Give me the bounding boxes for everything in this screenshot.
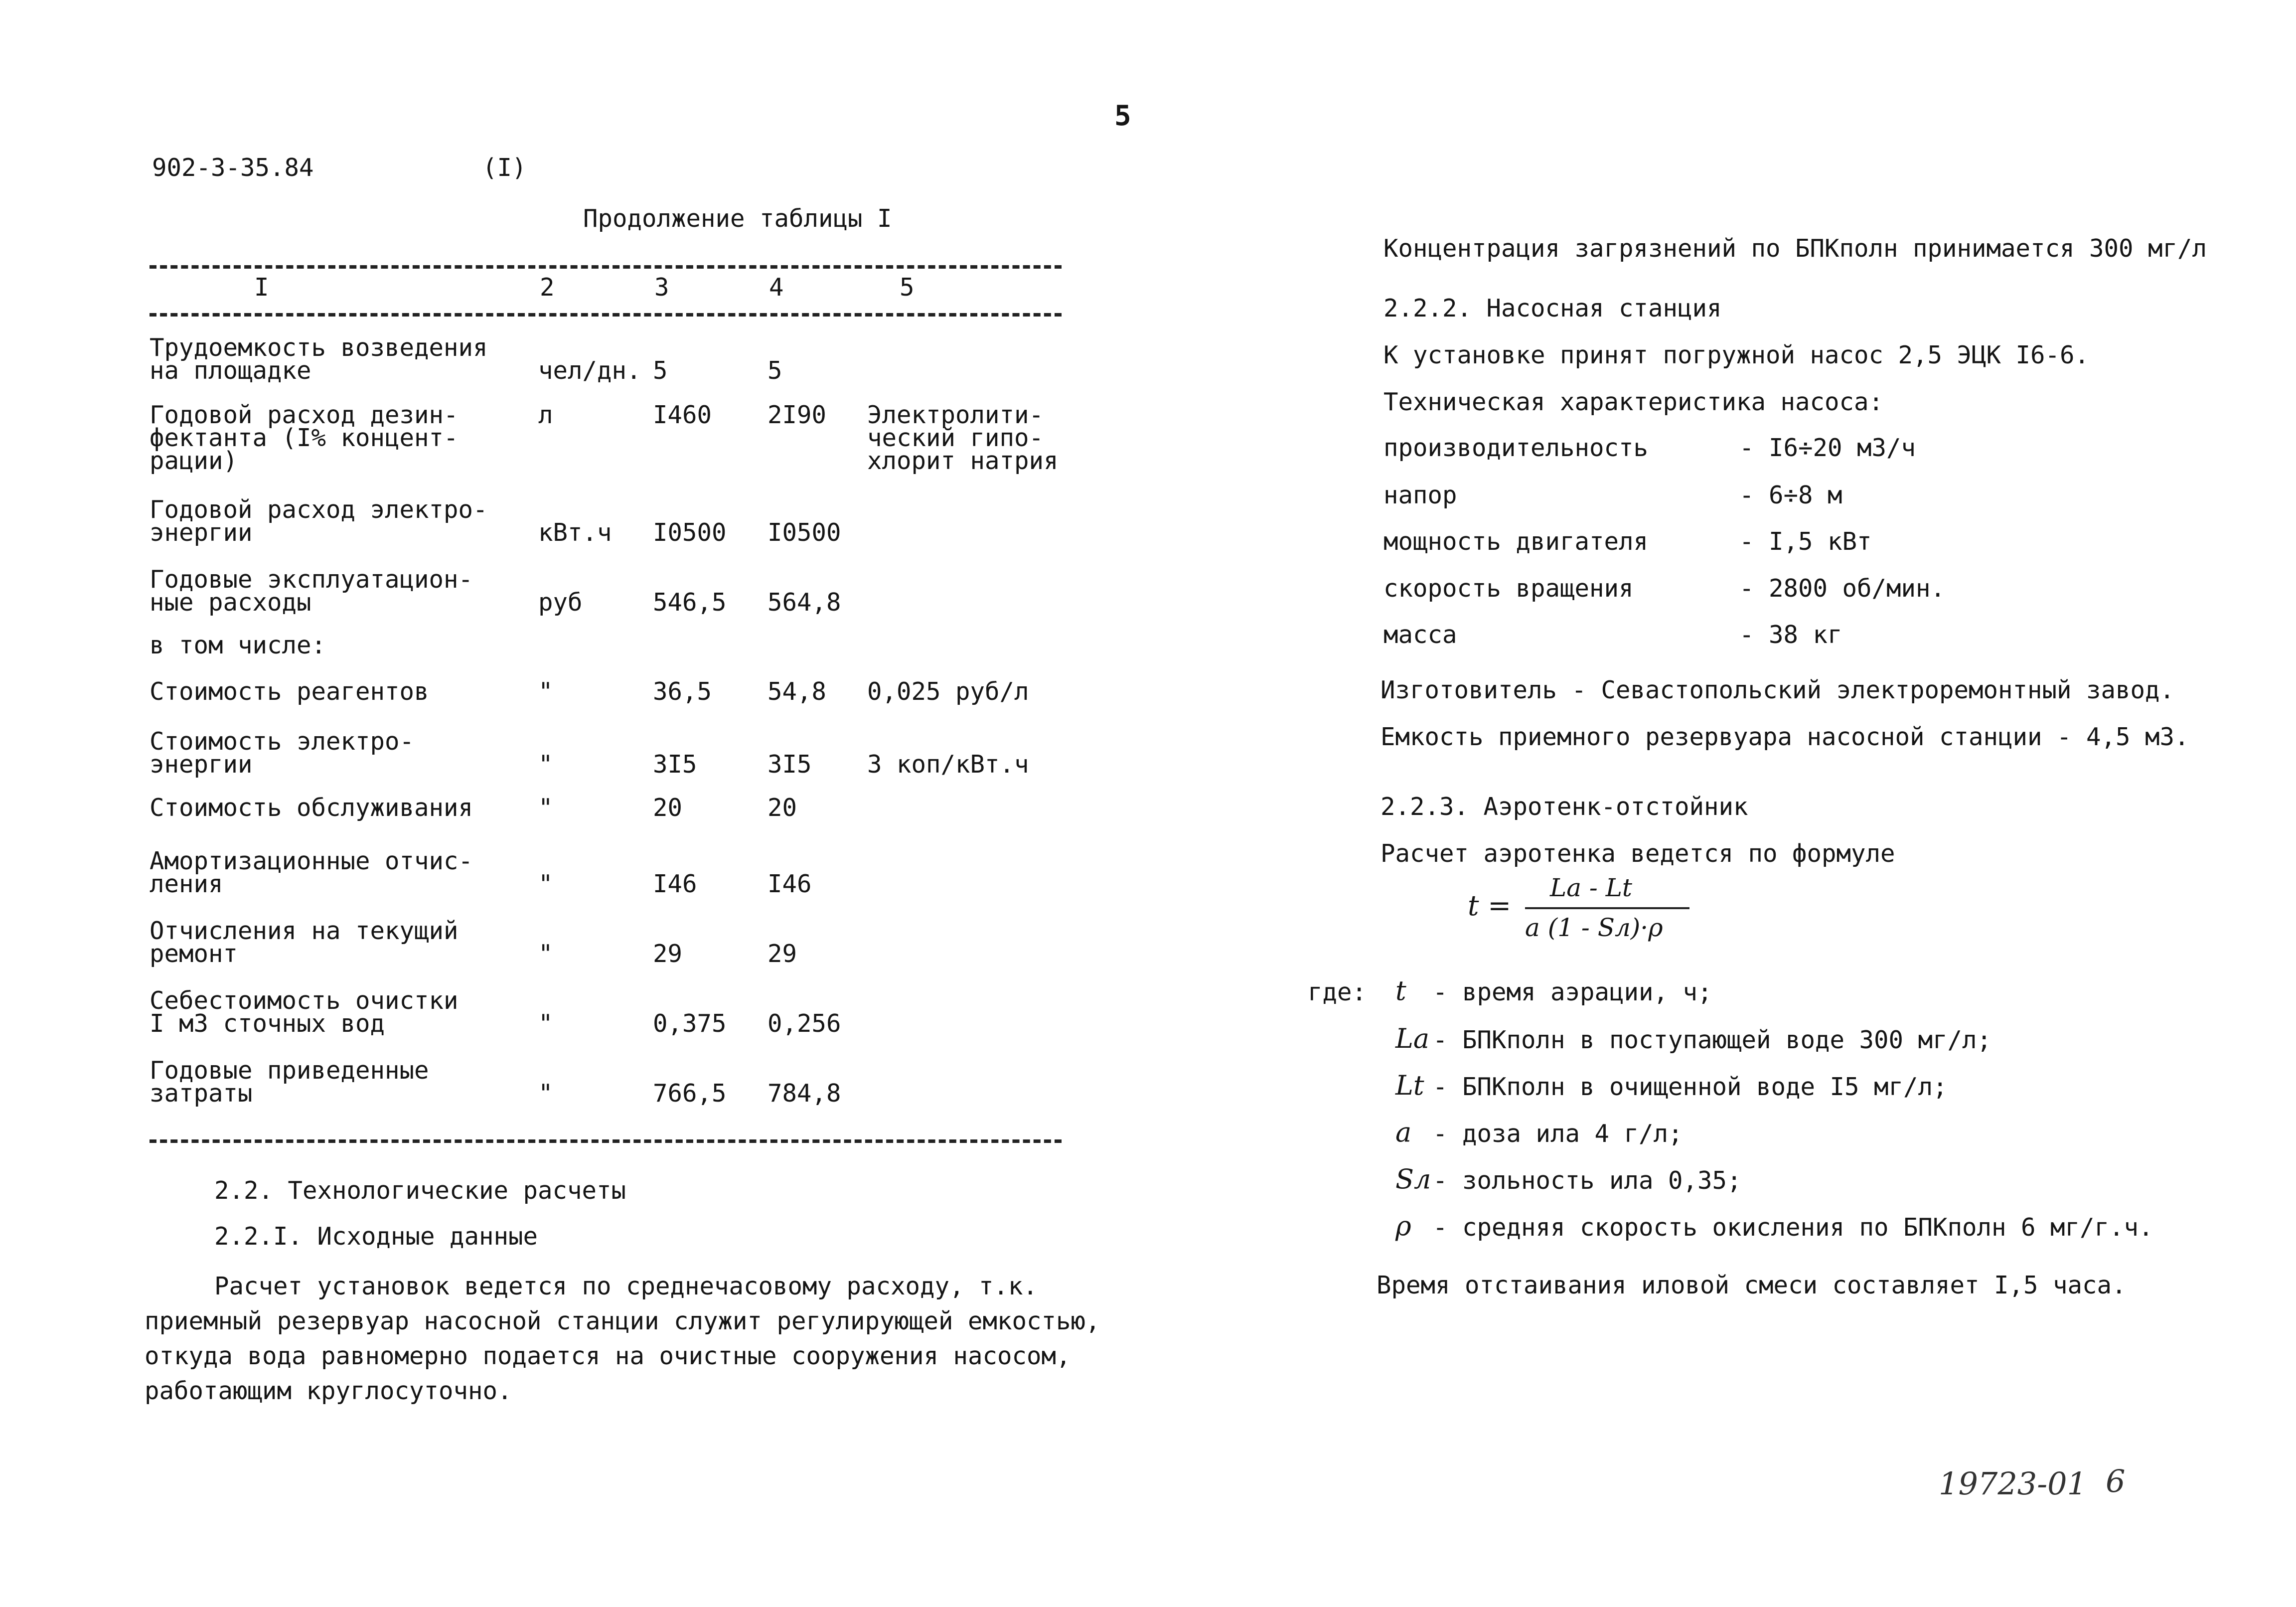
- definition-symbol: Lt: [1395, 1070, 1424, 1101]
- row-note: Электролити-: [867, 401, 1044, 429]
- row-unit: ": [538, 750, 553, 779]
- row-value-col3: I460: [653, 401, 712, 429]
- formula-numerator: La - Lt: [1550, 873, 1632, 902]
- paragraph-line: работающим круглосуточно.: [145, 1377, 512, 1405]
- row-label: Годовой расход дезин-: [150, 401, 459, 429]
- row-unit: кВт.ч: [538, 518, 612, 547]
- row-label: I м3 сточных вод: [150, 1009, 385, 1038]
- row-label: Стоимость обслуживания: [150, 794, 473, 822]
- row-value-col4: 5: [767, 356, 782, 385]
- row-value-col4: 3I5: [767, 750, 812, 779]
- formula-lhs: t =: [1468, 890, 1512, 922]
- row-label: в том числе:: [150, 631, 326, 659]
- row-label: Отчисления на текущий: [150, 917, 459, 945]
- column-header-1: I: [254, 273, 269, 302]
- table-caption: Продолжение таблицы I: [583, 204, 892, 233]
- row-value-col3: 3I5: [653, 750, 697, 779]
- spec-name: мощность двигателя: [1383, 527, 1649, 556]
- section-heading-2-2-2: 2.2.2. Насосная станция: [1383, 294, 1722, 322]
- row-unit: руб: [538, 588, 583, 617]
- spec-name: скорость вращения: [1383, 574, 1634, 603]
- definition-symbol: La: [1395, 1023, 1430, 1054]
- row-value-col4: 0,256: [767, 1009, 841, 1038]
- fraction-bar: [1525, 907, 1689, 909]
- spec-value: - I,5 кВт: [1739, 527, 1872, 556]
- section-heading-2-2-1: 2.2.I. Исходные данные: [214, 1222, 538, 1251]
- settling-text: Время отстаивания иловой смеси составляет I,5 часа.: [1377, 1271, 2127, 1299]
- row-value-col3: 29: [653, 940, 683, 968]
- page-number: 5: [1114, 100, 1131, 132]
- row-value-col4: 54,8: [767, 677, 827, 706]
- spec-name: масса: [1383, 621, 1457, 649]
- row-label: Трудоемкость возведения: [150, 333, 488, 362]
- row-value-col3: 5: [653, 356, 668, 385]
- definition-symbol: t: [1395, 975, 1406, 1006]
- column-header-3: 3: [654, 273, 669, 302]
- row-unit: чел/дн.: [538, 356, 641, 385]
- row-label: Себестоимость очистки: [150, 986, 459, 1015]
- paragraph-line: откуда вода равномерно подается на очистные сооружения насосом,: [145, 1342, 1071, 1370]
- row-value-col4: 20: [767, 794, 797, 822]
- definition-text: - средняя скорость окисления по БПКполн 6 мг/г.ч.: [1433, 1213, 2153, 1242]
- row-value-col4: 784,8: [767, 1079, 841, 1108]
- definition-symbol: a: [1395, 1117, 1412, 1148]
- row-value-col3: 546,5: [653, 588, 727, 617]
- table-top-rule: [150, 265, 1062, 269]
- definition-text: - доза ила 4 г/л;: [1433, 1120, 1683, 1148]
- where-label: где:: [1308, 978, 1367, 1006]
- row-value-col3: I0500: [653, 518, 727, 547]
- row-unit: ": [538, 870, 553, 898]
- row-label: ления: [150, 870, 223, 898]
- row-label: затраты: [150, 1079, 253, 1108]
- row-value-col4: I46: [767, 870, 812, 898]
- row-label: на площадке: [150, 356, 311, 385]
- table-header-rule: [150, 313, 1062, 317]
- spec-name: производительность: [1383, 434, 1649, 462]
- formula-denominator: a (1 - Sл)·ρ: [1525, 913, 1663, 942]
- document-part: (I): [482, 154, 527, 182]
- row-unit: ": [538, 677, 553, 706]
- row-label: ные расходы: [150, 588, 311, 617]
- definition-symbol: Sл: [1395, 1163, 1431, 1195]
- row-label: Стоимость электро-: [150, 727, 415, 756]
- definition-text: - БПКполн в поступающей воде 300 мг/л;: [1433, 1026, 1992, 1054]
- row-label: Годовой расход электро-: [150, 495, 488, 524]
- spec-name: напор: [1383, 481, 1457, 509]
- row-note: 0,025 руб/л: [867, 677, 1029, 706]
- manufacturer-text: Изготовитель - Севастопольский электроремонтный завод.: [1380, 676, 2175, 704]
- row-label: Амортизационные отчис-: [150, 847, 473, 875]
- row-label: энергии: [150, 750, 253, 779]
- row-value-col3: 766,5: [653, 1079, 727, 1108]
- row-note: 3 коп/кВт.ч: [867, 750, 1029, 779]
- row-label: рации): [150, 447, 238, 475]
- row-note: хлорит натрия: [867, 447, 1059, 475]
- concentration-text: Концентрация загрязнений по БПКполн принимается 300 мг/л: [1383, 234, 2207, 263]
- row-label: Годовые приведенные: [150, 1056, 429, 1085]
- definition-text: - БПКполн в очищенной воде I5 мг/л;: [1433, 1073, 1948, 1101]
- spec-value: - 2800 об/мин.: [1739, 574, 1946, 603]
- row-note: ческий гипо-: [867, 424, 1044, 452]
- row-unit: ": [538, 1009, 553, 1038]
- row-value-col4: 2I90: [767, 401, 827, 429]
- archive-number: 19723-01: [1939, 1465, 2087, 1502]
- definition-symbol: ρ: [1395, 1210, 1411, 1242]
- pump-text: К установке принят погружной насос 2,5 ЭЦК I6-6.: [1383, 341, 2090, 369]
- row-value-col4: 29: [767, 940, 797, 968]
- document-code: 902-3-35.84: [152, 154, 314, 182]
- spec-value: - 6÷8 м: [1739, 481, 1842, 509]
- row-unit: л: [538, 401, 553, 429]
- row-unit: ": [538, 1079, 553, 1108]
- row-label: ремонт: [150, 940, 238, 968]
- tank-text: Емкость приемного резервуара насосной станции - 4,5 м3.: [1380, 723, 2189, 751]
- section-heading-2-2-3: 2.2.3. Аэротенк-отстойник: [1380, 793, 1748, 821]
- spec-value: - 38 кг: [1739, 621, 1842, 649]
- row-label: энергии: [150, 518, 253, 547]
- row-label: Годовые эксплуатацион-: [150, 565, 473, 594]
- sheet-number: 6: [2106, 1463, 2126, 1499]
- row-label: Стоимость реагентов: [150, 677, 429, 706]
- column-header-5: 5: [900, 273, 915, 302]
- column-header-4: 4: [769, 273, 784, 302]
- row-value-col3: 36,5: [653, 677, 712, 706]
- column-header-2: 2: [540, 273, 555, 302]
- row-value-col4: I0500: [767, 518, 841, 547]
- row-value-col3: 20: [653, 794, 683, 822]
- definition-text: - время аэрации, ч;: [1433, 978, 1712, 1006]
- row-label: фектанта (I% концент-: [150, 424, 459, 452]
- section-heading-2-2: 2.2. Технологические расчеты: [214, 1176, 626, 1205]
- row-unit: ": [538, 794, 553, 822]
- row-value-col4: 564,8: [767, 588, 841, 617]
- row-value-col3: I46: [653, 870, 697, 898]
- paragraph-line: Расчет установок ведется по среднечасовому расходу, т.к.: [214, 1272, 1038, 1300]
- spec-title: Техническая характеристика насоса:: [1383, 388, 1884, 416]
- row-unit: ": [538, 940, 553, 968]
- table-bottom-rule: [150, 1139, 1062, 1143]
- spec-value: - I6÷20 м3/ч: [1739, 434, 1916, 462]
- paragraph-line: приемный резервуар насосной станции служит регулирующей емкостью,: [145, 1307, 1100, 1335]
- definition-text: - зольность ила 0,35;: [1433, 1166, 1742, 1195]
- formula-intro: Расчет аэротенка ведется по формуле: [1380, 839, 1895, 868]
- row-value-col3: 0,375: [653, 1009, 727, 1038]
